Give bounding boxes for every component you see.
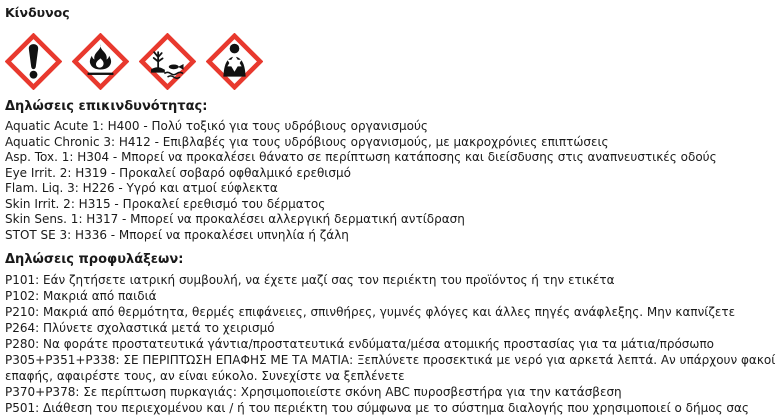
precautionary-statement: P264: Πλύνετε σχολαστικά μετά το χειρισμό (5, 321, 275, 335)
precautionary-statement: P305+P351+P338: ΣΕ ΠΕΡΙΠΤΩΣΗ ΕΠΑΦΗΣ ΜΕ ΤΑ ΜΑΤΙΑ: Ξεπλύνετε προσεκτικά με νερό για αρκετά λεπτά. Αν υπάρχουν φακοί επαφής, αφαιρέστε τους, αν είναι εύκολο. Συνεχίστε να ξεπλένετε (5, 353, 776, 383)
hazard-statement: Aquatic Acute 1: H400 - Πολύ τοξικό για τους υδρόβιους οργανισμούς (5, 119, 428, 133)
ghs07-exclamation-icon (5, 33, 62, 90)
precautionary-statements-title: Δηλώσεις προφυλάξεων: (5, 252, 184, 267)
precautionary-statement: P102: Μακριά από παιδιά (5, 289, 157, 303)
hazard-statement: Asp. Tox. 1: H304 - Μπορεί να προκαλέσει θάνατο σε περίπτωση κατάποσης και διείσδυσης στις αναπνευστικές οδούς (5, 150, 717, 164)
ghs09-environment-icon (139, 33, 196, 90)
hazard-statement: Flam. Liq. 3: H226 - Υγρό και ατμοί εύφλεκτα (5, 181, 278, 195)
hazard-statements-list (5, 119, 779, 243)
hazard-statements-title: Δηλώσεις επικινδυνότητας: (5, 99, 208, 114)
ghs08-health-hazard-icon (206, 33, 263, 90)
precautionary-statement: P101: Εάν ζητήσετε ιατρική συμβουλή, να έχετε μαζί σας τον περιέκτη του προϊόντος ή την ετικέτα (5, 273, 615, 287)
signal-word: Κίνδυνος (5, 5, 70, 20)
hazard-statement: Skin Irrit. 2: H315 - Προκαλεί ερεθισμό του δέρματος (5, 196, 326, 211)
precautionary-statement: P501: Διάθεση του περιεχομένου και / ή του περιέκτη του σύμφωνα με το σύστημα διαλογής που χρησιμοποιεί ο δήμος σας (5, 401, 749, 415)
precautionary-statement: P370+P378: Σε περίπτωση πυρκαγιάς: Χρησιμοποιείστε σκόνη ABC πυροσβεστήρα για την κατάσβεση (5, 385, 622, 399)
hazard-statement: Aquatic Chronic 3: H412 - Επιβλαβές για τους υδρόβιους οργανισμούς, με μακροχρόνιες επιπτώσεις (5, 134, 609, 149)
hazard-statement: STOT SE 3: H336 - Μπορεί να προκαλέσει υπνηλία ή ζάλη (5, 227, 349, 242)
precautionary-statement: P280: Να φοράτε προστατευτικά γάντια/προστατευτικά ενδύματα/μέσα ατομικής προστασίας για τα μάτια/πρόσωπο (5, 337, 715, 351)
ghs-pictograms-row (5, 33, 779, 90)
hazard-statement: Skin Sens. 1: H317 - Μπορεί να προκαλέσει αλλεργική δερματική αντίδραση (5, 212, 465, 226)
precautionary-statement: P210: Μακριά από θερμότητα, θερμές επιφάνειες, σπινθήρες, γυμνές φλόγες και άλλες πηγές ανάφλεξης. Μην καπνίζετε (5, 305, 736, 319)
hazard-statement: Eye Irrit. 2: H319 - Προκαλεί σοβαρό οφθαλμικό ερεθισμό (5, 165, 351, 180)
precautionary-statements-list (5, 272, 779, 416)
ghs02-flame-icon (72, 33, 129, 90)
